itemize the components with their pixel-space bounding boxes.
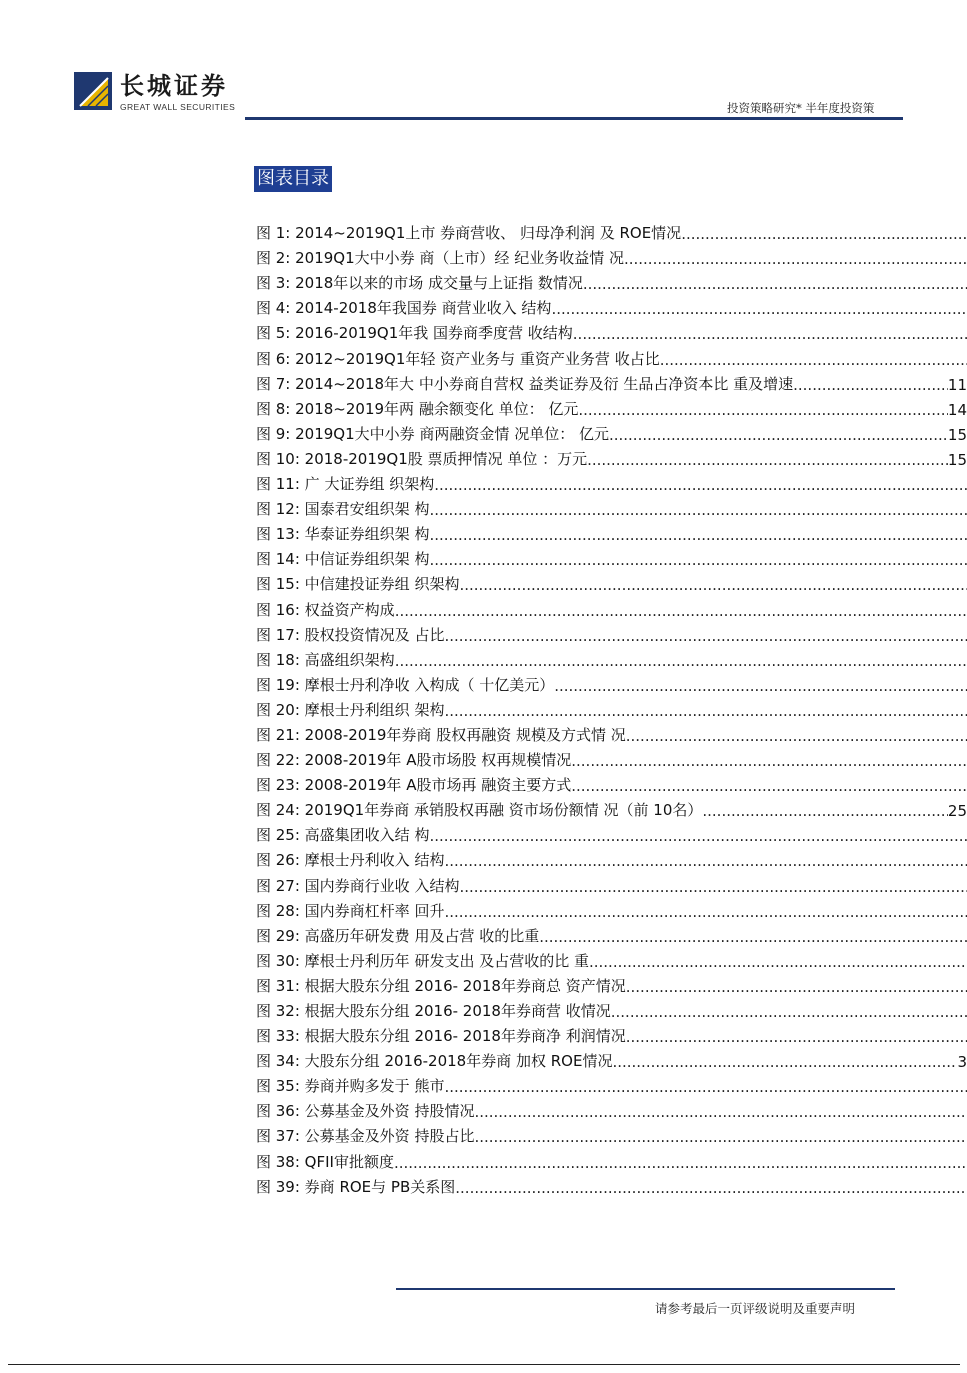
toc-entry[interactable]	[256, 369, 967, 394]
toc-entry-label: 图 19: 摩根士丹利净收 入构成（ 十亿美元）	[256, 675, 555, 694]
toc-entry-label: 图 6: 2012~2019Q1年轻 资产业务与 重资产业务营 收占比	[256, 349, 660, 368]
toc-dot-leader	[681, 225, 967, 243]
page-bottom-rule	[8, 1364, 960, 1365]
toc-entry-label: 图 22: 2008-2019年 A股市场股 权再规模情况	[256, 751, 572, 770]
toc-entry-label: 图 18: 高盛组织架构	[256, 650, 395, 669]
toc-entry[interactable]	[256, 896, 967, 921]
toc-entry[interactable]	[256, 1071, 967, 1096]
toc-dot-leader	[624, 250, 967, 268]
toc-dot-leader	[394, 1154, 967, 1172]
toc-entry-label: 图 37: 公募基金及外资 持股占比	[256, 1127, 475, 1146]
toc-entry-label: 图 28: 国内券商杠杆率 回升	[256, 901, 445, 920]
toc-dot-leader	[474, 1103, 967, 1121]
toc-entry[interactable]	[256, 1046, 967, 1071]
toc-entry-label: 图 35: 券商并购多发于 熊市	[256, 1077, 445, 1096]
toc-dot-leader	[578, 401, 948, 419]
toc-entry[interactable]	[256, 1121, 967, 1146]
toc-entry[interactable]	[256, 343, 967, 368]
toc-entry-label: 图 26: 摩根士丹利收入 结构	[256, 851, 445, 870]
toc-entry-label: 图 25: 高盛集团收入结 构	[256, 826, 430, 845]
toc-entry-label: 图 4: 2014-2018年我国券 商营业收入 结构	[256, 299, 552, 318]
toc-dot-leader	[551, 300, 967, 318]
toc-entry-label: 图 36: 公募基金及外资 持股情况	[256, 1102, 475, 1121]
toc-dot-leader	[444, 1078, 967, 1096]
footer-disclaimer: 请参考最后一页评级说明及重要声明	[655, 1301, 856, 1316]
toc-entry-label: 图 31: 根据大股东分组 2016- 2018年券商总 资产情况	[256, 976, 626, 995]
toc-dot-leader	[429, 526, 967, 544]
toc-dot-leader	[571, 752, 967, 770]
toc-dot-leader	[609, 426, 948, 444]
toc-entry[interactable]	[256, 946, 967, 971]
toc-dot-leader	[793, 376, 948, 394]
logo-chinese-name: 长城证券	[120, 71, 228, 100]
toc-entry-label: 图 16: 权益资产构成	[256, 600, 395, 619]
toc-dot-leader	[474, 1128, 967, 1146]
toc-entry-label: 图 17: 股权投资情况及 占比	[256, 625, 445, 644]
toc-entry[interactable]	[256, 318, 967, 343]
toc-dot-leader	[459, 878, 967, 896]
toc-entry-label: 图 15: 中信建投证券组 织架构	[256, 575, 460, 594]
toc-dot-leader	[459, 576, 967, 594]
company-logo	[74, 72, 244, 116]
toc-entry-page: 15	[947, 425, 967, 444]
toc-entry[interactable]	[256, 820, 967, 845]
toc-entry[interactable]	[256, 1146, 967, 1171]
toc-dot-leader	[395, 652, 967, 670]
toc-entry[interactable]	[256, 971, 967, 996]
toc-dot-leader	[702, 802, 948, 820]
great-wall-logo-icon	[74, 72, 112, 110]
toc-entry[interactable]	[256, 594, 967, 619]
toc-entry[interactable]	[256, 569, 967, 594]
toc-entry[interactable]	[256, 645, 967, 670]
toc-entry[interactable]	[256, 670, 967, 695]
toc-entry-page: 25	[947, 802, 967, 821]
toc-entry-label: 图 1: 2014~2019Q1上市 券商营收、 归母净利润 及 ROE情况	[256, 224, 682, 243]
toc-entry[interactable]	[256, 1172, 967, 1197]
toc-dot-leader	[573, 325, 967, 343]
toc-entry-label: 图 10: 2018-2019Q1股 票质押情况 单位 ：万元	[256, 449, 588, 468]
toc-entry-label: 图 2: 2019Q1大中小券 商（上市）经 纪业务收益情 况	[256, 249, 624, 268]
toc-dot-leader	[587, 451, 948, 469]
toc-entry[interactable]	[256, 218, 967, 243]
toc-dot-leader	[434, 476, 967, 494]
toc-entry[interactable]	[256, 268, 967, 293]
toc-entry-label: 图 7: 2014~2018年大 中小券商自营权 益类证券及衍 生品占净资本比 重及增速	[256, 374, 794, 393]
toc-entry[interactable]	[256, 720, 967, 745]
toc-dot-leader	[455, 1179, 967, 1197]
table-of-figures	[256, 218, 967, 1197]
toc-entry-page: 3	[957, 1053, 967, 1072]
toc-entry[interactable]	[256, 745, 967, 770]
toc-entry[interactable]	[256, 394, 967, 419]
toc-entry-label: 图 38: QFII审批额度	[256, 1152, 394, 1171]
toc-entry-label: 图 23: 2008-2019年 A股市场再 融资主要方式	[256, 776, 572, 795]
toc-entry[interactable]	[256, 870, 967, 895]
toc-entry[interactable]	[256, 770, 967, 795]
toc-entry-label: 图 5: 2016-2019Q1年我 国券商季度营 收结构	[256, 324, 573, 343]
toc-entry[interactable]	[256, 519, 967, 544]
toc-dot-leader	[626, 1028, 967, 1046]
toc-entry-label: 图 20: 摩根士丹利组织 架构	[256, 700, 445, 719]
toc-entry-label: 图 3: 2018年以来的市场 成交量与上证指 数情况	[256, 274, 583, 293]
toc-entry-label: 图 21: 2008-2019年券商 股权再融资 规模及方式情 况	[256, 725, 626, 744]
toc-entry-label: 图 11: 广 大证券组 织架构	[256, 475, 435, 494]
toc-entry-label: 图 39: 券商 ROE与 PB关系图	[256, 1177, 456, 1196]
toc-dot-leader	[612, 1053, 957, 1071]
toc-entry[interactable]	[256, 795, 967, 820]
document-type-header: 投资策略研究* 半年度投资策	[727, 101, 875, 115]
toc-entry-label: 图 29: 高盛历年研发费 用及占营 收的比重	[256, 926, 540, 945]
toc-entry[interactable]	[256, 695, 967, 720]
toc-entry[interactable]	[256, 544, 967, 569]
toc-dot-leader	[660, 351, 967, 369]
toc-dot-leader	[429, 827, 967, 845]
toc-dot-leader	[571, 777, 967, 795]
toc-entry-label: 图 8: 2018~2019年两 融余额变化 单位： 亿元	[256, 399, 579, 418]
toc-entry[interactable]	[256, 444, 967, 469]
toc-entry[interactable]	[256, 845, 967, 870]
toc-entry[interactable]	[256, 620, 967, 645]
toc-entry-label: 图 14: 中信证券组织架 构	[256, 550, 430, 569]
toc-entry-label: 图 32: 根据大股东分组 2016- 2018年券商营 收情况	[256, 1002, 611, 1020]
toc-entry-label: 图 24: 2019Q1年券商 承销股权再融 资市场份额情 况（前 10名）	[256, 801, 703, 820]
toc-dot-leader	[444, 702, 967, 720]
toc-dot-leader	[429, 501, 967, 519]
toc-dot-leader	[444, 627, 967, 645]
toc-dot-leader	[395, 602, 967, 620]
toc-entry[interactable]	[256, 921, 967, 946]
toc-entry[interactable]	[256, 243, 967, 268]
toc-entry[interactable]	[256, 469, 967, 494]
toc-dot-leader	[554, 677, 967, 695]
toc-entry[interactable]	[256, 1096, 967, 1121]
toc-entry-page: 15	[947, 450, 967, 469]
toc-dot-leader	[626, 727, 967, 745]
toc-entry-label: 图 34: 大股东分组 2016-2018年券商 加权 ROE情况	[256, 1052, 613, 1071]
toc-entry-page: 11	[947, 375, 967, 394]
toc-entry[interactable]	[256, 1021, 967, 1046]
toc-dot-leader	[444, 852, 967, 870]
toc-dot-leader	[611, 1003, 967, 1021]
toc-entry[interactable]	[256, 996, 967, 1021]
toc-entry-label: 图 12: 国泰君安组织架 构	[256, 500, 430, 519]
toc-entry-label: 图 9: 2019Q1大中小券 商两融资金情 况单位： 亿元	[256, 424, 609, 443]
toc-dot-leader	[539, 928, 967, 946]
toc-dot-leader	[429, 551, 967, 569]
toc-entry-label: 图 13: 华泰证券组织架 构	[256, 525, 430, 544]
toc-entry[interactable]	[256, 494, 967, 519]
toc-entry-label: 图 30: 摩根士丹利历年 研发支出 及占营收的比 重	[256, 951, 589, 970]
footer-divider	[396, 1288, 895, 1290]
header-divider	[245, 117, 903, 120]
toc-dot-leader	[444, 903, 967, 921]
toc-entry[interactable]	[256, 419, 967, 444]
toc-dot-leader	[583, 275, 967, 293]
toc-entry[interactable]	[256, 293, 967, 318]
toc-dot-leader	[626, 978, 967, 996]
toc-title: 图表目录	[254, 166, 332, 192]
logo-english-name: GREAT WALL SECURITIES	[120, 102, 236, 112]
toc-entry-label: 图 33: 根据大股东分组 2016- 2018年券商净 利润情况	[256, 1027, 626, 1046]
toc-dot-leader	[589, 953, 967, 971]
toc-entry-page: 14	[947, 400, 967, 419]
toc-entry-label: 图 27: 国内券商行业收 入结构	[256, 876, 460, 895]
